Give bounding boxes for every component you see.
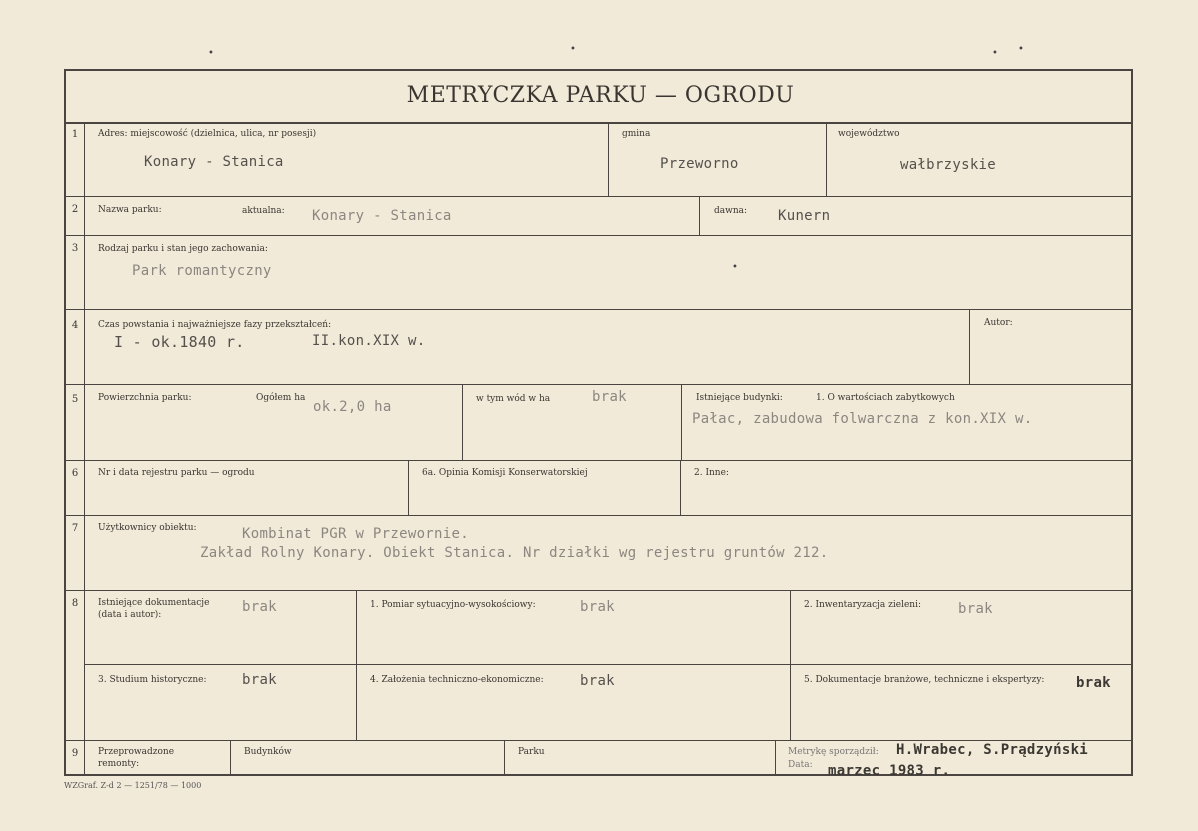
historical-study-label: 3. Studium historyczne: (98, 675, 207, 685)
cell-divider (680, 460, 681, 515)
cell-divider (790, 590, 791, 740)
phase-1-value: I - ok.1840 r. (114, 333, 245, 351)
voivodeship-label: województwo (838, 129, 900, 139)
users-line-2: Zakład Rolny Konary. Obiekt Stanica. Nr działki wg rejestru gruntów 212. (200, 545, 829, 561)
survey-label: 1. Pomiar sytuacyjno-wysokościowy: (370, 600, 536, 610)
cell-divider (356, 590, 357, 740)
cell-divider (504, 740, 505, 776)
row-number: 5 (71, 394, 79, 405)
documentation-label: Istniejące dokumentacje (98, 598, 210, 608)
cell-divider (681, 384, 682, 460)
phase-2-value: II.kon.XIX w. (312, 333, 426, 349)
cell-divider (230, 740, 231, 776)
row-number: 2 (71, 204, 79, 215)
documentation-value: brak (242, 599, 277, 615)
number-column-line (84, 122, 85, 776)
ink-speck: • (992, 48, 998, 59)
former-name-value: Kunern (778, 208, 831, 224)
row-number: 3 (71, 243, 79, 254)
historical-study-value: brak (242, 672, 277, 688)
prepared-by-value: H.Wrabec, S.Prądzyński (896, 742, 1089, 758)
ink-speck: • (732, 262, 738, 273)
print-footer: WZGraf. Z-d 2 — 1251/78 — 1000 (64, 781, 202, 790)
buildings-repairs-label: Budynków (244, 747, 292, 757)
branch-docs-value: brak (1076, 675, 1111, 691)
park-name-label: Nazwa parku: (98, 205, 162, 215)
row-divider (66, 515, 1133, 516)
park-type-label: Rodzaj parku i stan jego zachowania: (98, 244, 268, 254)
water-area-label: w tym wód w ha (476, 394, 551, 404)
address-label: Adres: miejscowość (dzielnica, ulica, nr posesji) (98, 129, 317, 139)
total-area-value: ok.2,0 ha (313, 399, 392, 415)
ink-speck: • (208, 48, 214, 59)
historic-buildings-label: 1. O wartościach zabytkowych (816, 393, 955, 403)
creation-time-label: Czas powstania i najważniejsze fazy przekształceń: (98, 320, 332, 330)
historic-buildings-value: Pałac, zabudowa folwarczna z kon.XIX w. (692, 411, 1033, 427)
ink-speck: • (1018, 44, 1024, 55)
cell-divider (699, 196, 700, 235)
date-value: marzec 1983 r. (828, 763, 951, 779)
park-repairs-label: Parku (518, 747, 545, 757)
register-label: Nr i data rejestru parku — ogrodu (98, 468, 255, 478)
prepared-by-label: Metrykę sporządził: (788, 747, 879, 757)
cell-divider (608, 122, 609, 196)
greenery-inventory-label: 2. Inwentaryzacja zieleni: (804, 600, 922, 610)
ink-speck: • (570, 44, 576, 55)
gmina-value: Przeworno (660, 156, 739, 172)
row-divider (66, 740, 1133, 741)
row-divider (66, 384, 1133, 385)
gmina-label: gmina (622, 129, 651, 139)
row-divider (66, 590, 1133, 591)
current-name-value: Konary - Stanica (312, 208, 452, 224)
address-value: Konary - Stanica (144, 154, 284, 170)
repairs-sublabel: remonty: (98, 759, 140, 769)
technical-economic-value: brak (580, 673, 615, 689)
row-divider (66, 460, 1133, 461)
users-line-1: Kombinat PGR w Przewornie. (242, 526, 469, 542)
former-name-label: dawna: (714, 206, 748, 216)
branch-docs-label: 5. Dokumentacje branżowe, techniczne i ekspertyzy: (804, 675, 1045, 685)
author-label: Autor: (984, 318, 1013, 328)
users-label: Użytkownicy obiektu: (98, 523, 197, 533)
park-area-label: Powierzchnia parku: (98, 393, 192, 403)
row-divider (66, 235, 1133, 236)
survey-value: brak (580, 599, 615, 615)
park-type-value: Park romantyczny (132, 263, 272, 279)
other-label: 2. Inne: (694, 468, 729, 478)
row-number: 6 (71, 468, 79, 479)
date-label: Data: (788, 760, 813, 770)
row-divider (66, 196, 1133, 197)
park-record-form (64, 69, 1133, 779)
technical-economic-label: 4. Założenia techniczno-ekonomiczne: (370, 675, 544, 685)
row-divider (66, 122, 1133, 124)
cell-divider (408, 460, 409, 515)
row-number: 1 (71, 129, 79, 140)
greenery-inventory-value: brak (958, 601, 993, 617)
row-number: 7 (71, 523, 79, 534)
cell-divider (826, 122, 827, 196)
existing-buildings-label: Istniejące budynki: (696, 393, 783, 403)
repairs-label: Przeprowadzone (98, 747, 175, 757)
row-number: 9 (71, 748, 79, 759)
row-number: 8 (71, 598, 79, 609)
row-number: 4 (71, 320, 79, 331)
cell-divider (462, 384, 463, 460)
row-divider (66, 309, 1133, 310)
cell-divider (969, 309, 970, 384)
current-name-label: aktualna: (242, 206, 285, 216)
total-area-label: Ogółem ha (256, 393, 306, 403)
voivodeship-value: wałbrzyskie (900, 157, 997, 173)
row-divider (84, 664, 1133, 665)
cell-divider (775, 740, 776, 776)
water-area-value: brak (592, 389, 627, 405)
documentation-sublabel: (data i autor): (98, 610, 162, 620)
form-title: METRYCZKA PARKU — OGRODU (406, 83, 795, 108)
commission-opinion-label: 6a. Opinia Komisji Konserwatorskiej (422, 468, 588, 478)
